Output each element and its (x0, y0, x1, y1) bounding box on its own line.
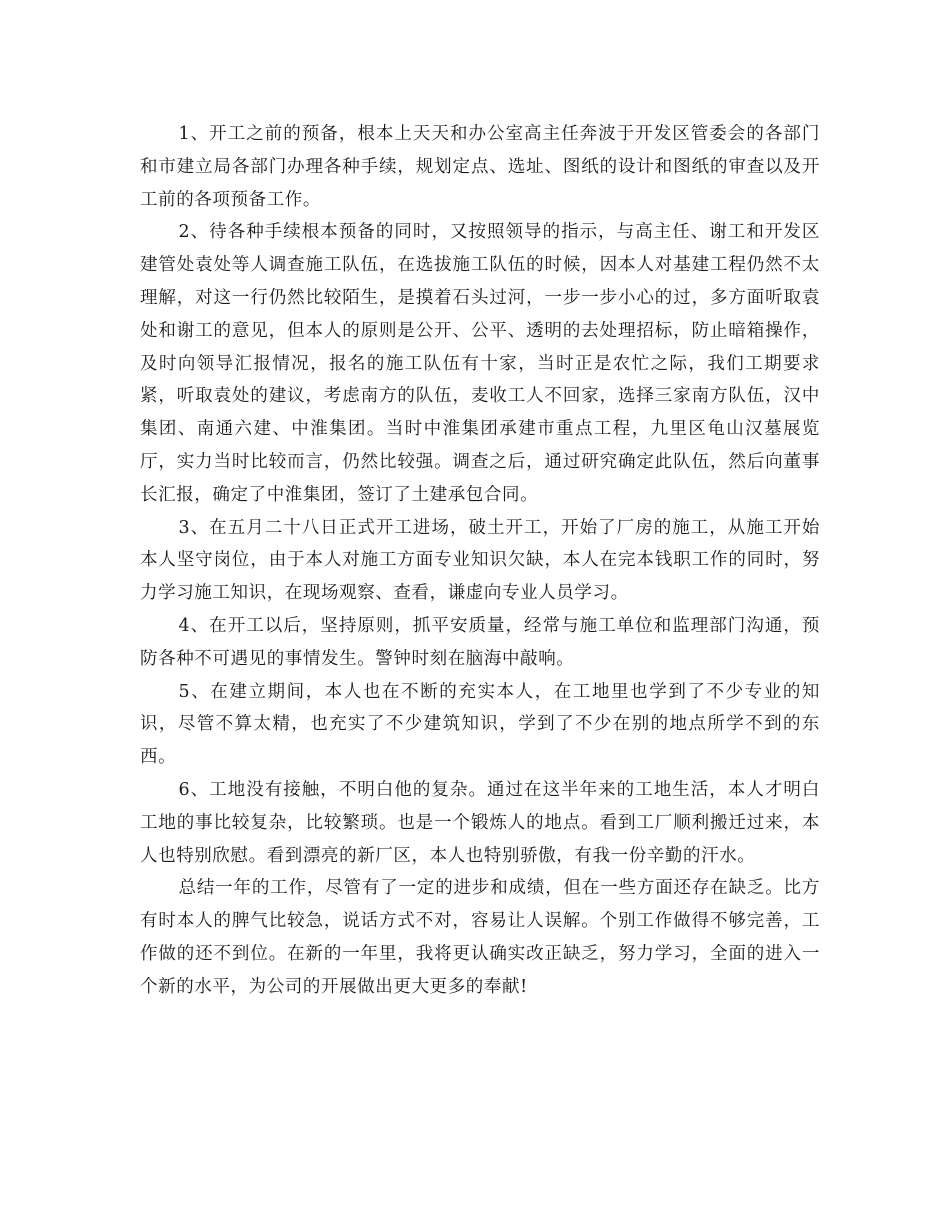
paragraph-summary: 总结一年的工作，尽管有了一定的进步和成绩，但在一些方面还存在缺乏。比方有时本人的脾气比较急，说话方式不对，容易让人误解。个别工作做得不够完善，工作做的还不到位。在新的一年里，我将更认确实改正缺乏，努力学习，全面的进入一个新的水平，为公司的开展做出更大更多的奉献! (140, 878, 820, 997)
paragraph-1: 1、开工之前的预备，根本上天天和办公室高主任奔波于开发区管委会的各部门和市建立局各部门办理各种手续，规划定点、选址、图纸的设计和图纸的审查以及开工前的各项预备工作。 (140, 124, 820, 210)
paragraph-4: 4、在开工以后，坚持原则，抓平安质量，经常与施工单位和监理部门沟通，预防各种不可遇见的事情发生。警钟时刻在脑海中敲响。 (140, 615, 820, 669)
paragraph-3: 3、在五月二十八日正式开工进场，破土开工，开始了厂房的施工，从施工开始本人坚守岗位，由于本人对施工方面专业知识欠缺，本人在完本钱职工作的同时，努力学习施工知识，在现场观察、查看，谦虚向专业人员学习。 (140, 517, 820, 604)
document-body (140, 118, 820, 1004)
paragraph-6: 6、工地没有接触，不明白他的复杂。通过在这半年来的工地生活，本人才明白工地的事比较复杂，比较繁琐。也是一个锻炼人的地点。看到工厂顺利搬迁过来，本人也特别欣慰。看到漂亮的新厂区，本人也特别骄傲，有我一份辛勤的汗水。 (140, 779, 820, 866)
paragraph-5: 5、在建立期间，本人也在不断的充实本人，在工地里也学到了不少专业的知识，尽管不算太精，也充实了不少建筑知识，学到了不少在别的地点所学不到的东西。 (140, 681, 820, 768)
paragraph-2: 2、待各种手续根本预备的同时，又按照领导的指示，与高主任、谢工和开发区建管处袁处等人调查施工队伍，在选拔施工队伍的时候，因本人对基建工程仍然不太理解，对这一行仍然比较陌生，是摸着石头过河，一步一步小心的过，多方面听取袁处和谢工的意见，但本人的原则是公开、公平、透明的去处理招标，防止暗箱操作，及时向领导汇报情况，报名的施工队伍有十家，当时正是农忙之际，我们工期要求紧，听取袁处的建议，考虑南方的队伍，麦收工人不回家，选择三家南方队伍，汉中集团、南通六建、中淮集团。当时中淮集团承建市重点工程，九里区龟山汉墓展览厅，实力当时比较而言，仍然比较强。调查之后，通过研究确定此队伍，然后向董事长汇报，确定了中淮集团，签订了土建承包合同。 (140, 222, 820, 505)
